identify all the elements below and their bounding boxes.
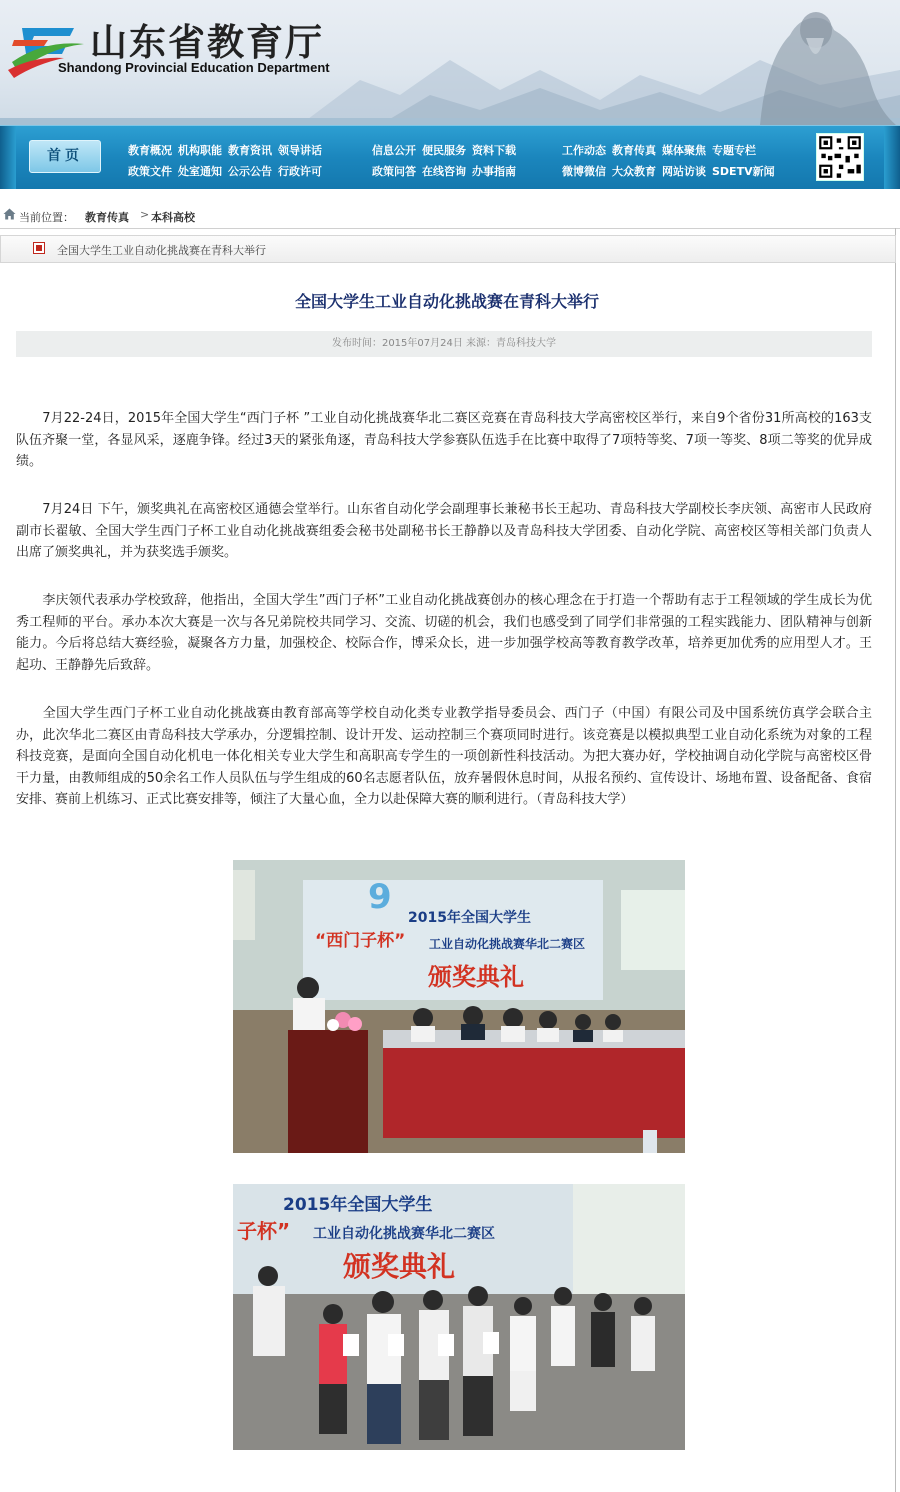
photo2-banner-year: 2015年全国大学生 [283, 1195, 433, 1215]
breadcrumb-label: 当前位置： [19, 211, 74, 224]
breadcrumb-link-education-news[interactable]: 教育传真 [85, 211, 129, 224]
breadcrumb-link-universities[interactable]: 本科高校 [151, 211, 195, 224]
nav-link[interactable]: 信息公开 [372, 144, 416, 157]
nav-link[interactable]: 资料下载 [472, 144, 516, 157]
article-title: 全国大学生工业自动化挑战赛在青科大举行 [294, 292, 599, 311]
award-winners-photo [233, 1184, 685, 1450]
titlebar-text: 全国大学生工业自动化挑战赛在青科大举行 [57, 244, 266, 257]
nav-link[interactable]: SDETV新闻 [712, 165, 775, 178]
nav-link[interactable]: 领导讲话 [278, 144, 322, 157]
content-right-border [895, 228, 896, 1492]
nav-link[interactable]: 政策问答 [372, 165, 416, 178]
qr-code-icon[interactable] [816, 133, 864, 181]
breadcrumb-separator: > [140, 208, 150, 221]
article-paragraph: 全国大学生西门子杯工业自动化挑战赛由教育部高等学校自动化类专业教学指导委员会、西门子（中国）有限公司及中国系统仿真学会联合主办，此次华北二赛区由青岛科技大学承办，分逻辑控制、设计开发、运动控制三个赛项同时进行。该竞赛是以模拟典型工业自动化系统为对象的工程科技竞赛，是面向全国自动化机电一体化相关专业大学生和高职高专学生的一项创新性科技活动。为把大赛办好，学校抽调自动化学院与高密校区骨干力量，由教师组成的50余名工作人员队伍与学生组成的60名志愿者队伍，放弃暑假休息时间，从报名预约、宣传设计、场地布置、设备配备、食宿安排、赛前上机练习、正式比赛安排等，倾注了大量心血，全力以赴保障大赛的顺利进行。（青岛科技大学） [16, 706, 872, 807]
nav-home-button[interactable]: 首页 [29, 140, 101, 173]
nav-link[interactable]: 便民服务 [422, 144, 466, 157]
sage-portrait-image [720, 0, 900, 125]
nav-link[interactable]: 专题专栏 [712, 144, 756, 157]
nav-link[interactable]: 教育资讯 [228, 144, 272, 157]
nav-link[interactable]: 工作动态 [562, 144, 606, 157]
nav-scroll-right-decoration [884, 126, 900, 189]
nav-group-1 [128, 139, 328, 181]
nav-link[interactable]: 处室通知 [178, 165, 222, 178]
site-title-cn: 山东省教育厅 [90, 20, 324, 64]
ceremony-stage-photo [233, 860, 685, 1153]
nav-group-2 [372, 139, 522, 181]
divider [0, 228, 900, 229]
article-titlebar [0, 235, 896, 263]
nav-link[interactable]: 在线咨询 [422, 165, 466, 178]
svg-text:9: 9 [368, 877, 392, 917]
nav-link[interactable]: 大众教育 [612, 165, 656, 178]
photo1-banner-cup: “西门子杯” [315, 931, 406, 951]
article-paragraph: 7月24日 下午，颁奖典礼在高密校区通德会堂举行。山东省自动化学会副理事长兼秘书长王起功、青岛科技大学副校长李庆领、高密市人民政府副市长翟敏、全国大学生西门子杯工业自动化挑战赛组委会秘书处副秘书长王静静以及青岛科技大学团委、自动化学院、高密校区等相关部门负责人出席了颁奖典礼，并为获奖选手颁奖。 [16, 502, 872, 560]
nav-link[interactable]: 网站访谈 [662, 165, 706, 178]
nav-link[interactable]: 行政许可 [278, 165, 322, 178]
main-nav [0, 125, 900, 189]
breadcrumb [0, 205, 900, 227]
nav-link[interactable]: 办事指南 [472, 165, 516, 178]
nav-link[interactable]: 媒体聚焦 [662, 144, 706, 157]
nav-link[interactable]: 教育传真 [612, 144, 656, 157]
photo2-banner-cup: 子杯” [237, 1219, 291, 1243]
nav-link[interactable]: 微博微信 [562, 165, 606, 178]
article-paragraph: 李庆领代表承办学校致辞，他指出，全国大学生”西门子杯”工业自动化挑战赛创办的核心理念在于打造一个帮助有志于工程领域的学生成长为优秀工程师的平台。承办本次大赛是一次与各兄弟院校共同学习、交流、切磋的机会，我们也感受到了同学们非常强的工程实践能力、团队精神与创新能力。今后将总结大赛经验，凝聚各方力量，加强校企、校际合作，博采众长，进一步加强学校高等教育教学改革，培养更加优秀的应用型人才。王起功、王静静先后致辞。 [16, 593, 872, 673]
photo1-banner-title: 颁奖典礼 [428, 963, 524, 991]
nav-link[interactable]: 公示公告 [228, 165, 272, 178]
article-meta: 发布时间：2015年07月24日 来源：青岛科技大学 [16, 331, 872, 357]
photo1-banner-line: 工业自动化挑战赛华北二赛区 [429, 937, 586, 951]
site-title-en: Shandong Provincial Education Department [58, 60, 330, 75]
nav-link[interactable]: 教育概况 [128, 144, 172, 157]
nav-scroll-left-decoration [0, 126, 16, 189]
nav-link[interactable]: 政策文件 [128, 165, 172, 178]
photo2-banner-title: 颁奖典礼 [343, 1250, 456, 1283]
article-paragraph: 7月22-24日，2015年全国大学生“西门子杯 ”工业自动化挑战赛华北二赛区竞赛在青岛科技大学高密校区举行，来自9个省份31所高校的163支队伍齐聚一堂，各显风采，逐鹿争锋。经过3天的紧张角逐，青岛科技大学参赛队伍选手在比赛中取得了7项特等奖、7项一等奖、8项二等奖的优异成绩。 [16, 411, 872, 469]
photo2-banner-line: 工业自动化挑战赛华北二赛区 [313, 1226, 495, 1242]
home-icon [3, 208, 16, 220]
photo1-banner-year: 2015年全国大学生 [408, 910, 531, 926]
site-banner [0, 0, 900, 125]
nav-link[interactable]: 机构职能 [178, 144, 222, 157]
nav-group-3 [562, 139, 781, 181]
red-square-bullet-icon [33, 242, 45, 254]
